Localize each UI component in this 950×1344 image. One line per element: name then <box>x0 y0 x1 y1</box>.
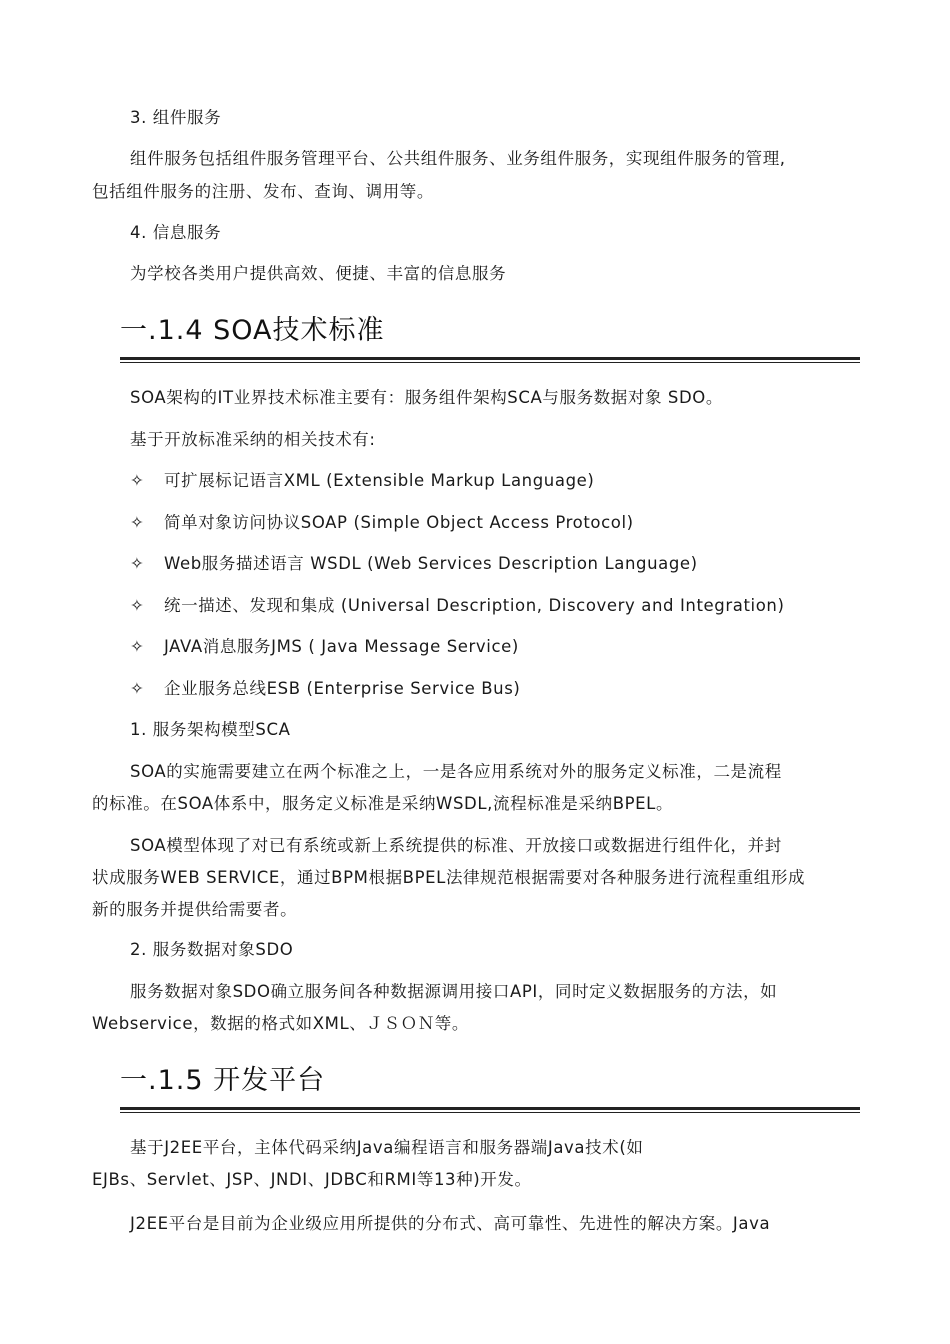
list-item <box>130 469 870 493</box>
list-item-text: 企业服务总线ESB (Enterprise Service Bus) <box>164 679 521 698</box>
paragraph-line: 服务数据对象SDO确立服务间各种数据源调用接口API，同时定义数据服务的方法，如 <box>130 982 778 1001</box>
list-item <box>130 511 870 535</box>
list-item-text: 统一描述、发现和集成 (Universal Description, Discovery and Integration) <box>164 596 785 615</box>
paragraph-line: 的标准。在SOA体系中，服务定义标准是采纳WSDL,流程标准是采纳BPEL。 <box>92 794 674 813</box>
list-item <box>130 677 870 701</box>
paragraph-line: Webservice，数据的格式如XML、ＪＳＯＮ等。 <box>92 1014 470 1033</box>
list-item-text: 简单对象访问协议SOAP (Simple Object Access Protocol) <box>164 513 634 532</box>
paragraph-line: 包括组件服务的注册、发布、查询、调用等。 <box>92 182 434 201</box>
paragraph-line: 状成服务WEB SERVICE，通过BPM根据BPEL法律规范根据需要对各种服务进行流程重组形成 <box>92 868 806 887</box>
list-item-text: Web服务描述语言 WSDL (Web Services Description Language) <box>164 554 698 573</box>
section-divider <box>120 1107 860 1113</box>
diamond-bullet-icon: ✧ <box>130 554 145 573</box>
paragraph-line: 组件服务包括组件服务管理平台、公共组件服务、业务组件服务，实现组件服务的管理, <box>130 149 786 168</box>
list-item <box>130 635 870 659</box>
list-item-text: JAVA消息服务JMS ( Java Message Service) <box>164 637 519 656</box>
numbered-heading-sca: 1. 服务架构模型SCA <box>130 720 291 739</box>
numbered-heading-information-services: 4. 信息服务 <box>130 223 222 242</box>
diamond-bullet-icon: ✧ <box>130 637 145 656</box>
diamond-bullet-icon: ✧ <box>130 513 145 532</box>
diamond-bullet-icon: ✧ <box>130 596 145 615</box>
paragraph-line: SOA模型体现了对已有系统或新上系统提供的标准、开放接口或数据进行组件化，并封 <box>130 836 782 855</box>
list-item <box>130 594 870 618</box>
diamond-bullet-icon: ✧ <box>130 679 145 698</box>
paragraph-line: EJBs、Servlet、JSP、JNDI、JDBC和RMI等13种)开发。 <box>92 1170 532 1189</box>
section-heading-dev-platform: 一.1.5 开发平台 <box>120 1065 326 1096</box>
paragraph-line: SOA的实施需要建立在两个标准之上，一是各应用系统对外的服务定义标准，二是流程 <box>130 762 782 781</box>
numbered-heading-component-services: 3. 组件服务 <box>130 108 222 127</box>
section-divider <box>120 357 860 363</box>
diamond-bullet-icon: ✧ <box>130 471 145 490</box>
paragraph-line: 新的服务并提供给需要者。 <box>92 900 298 919</box>
numbered-heading-sdo: 2. 服务数据对象SDO <box>130 940 294 959</box>
paragraph-line: 为学校各类用户提供高效、便捷、丰富的信息服务 <box>130 264 507 283</box>
list-item-text: 可扩展标记语言XML (Extensible Markup Language) <box>164 471 595 490</box>
paragraph-line: SOA架构的IT业界技术标准主要有：服务组件架构SCA与服务数据对象 SDO。 <box>130 388 723 407</box>
paragraph-line: 基于J2EE平台，主体代码采纳Java编程语言和服务器端Java技术(如 <box>130 1138 644 1157</box>
paragraph-line: J2EE平台是目前为企业级应用所提供的分布式、高可靠性、先进性的解决方案。Java <box>130 1214 771 1233</box>
section-heading-soa-standards: 一.1.4 SOA技术标准 <box>120 315 385 346</box>
paragraph-line: 基于开放标准采纳的相关技术有: <box>130 430 376 449</box>
list-item <box>130 552 870 576</box>
